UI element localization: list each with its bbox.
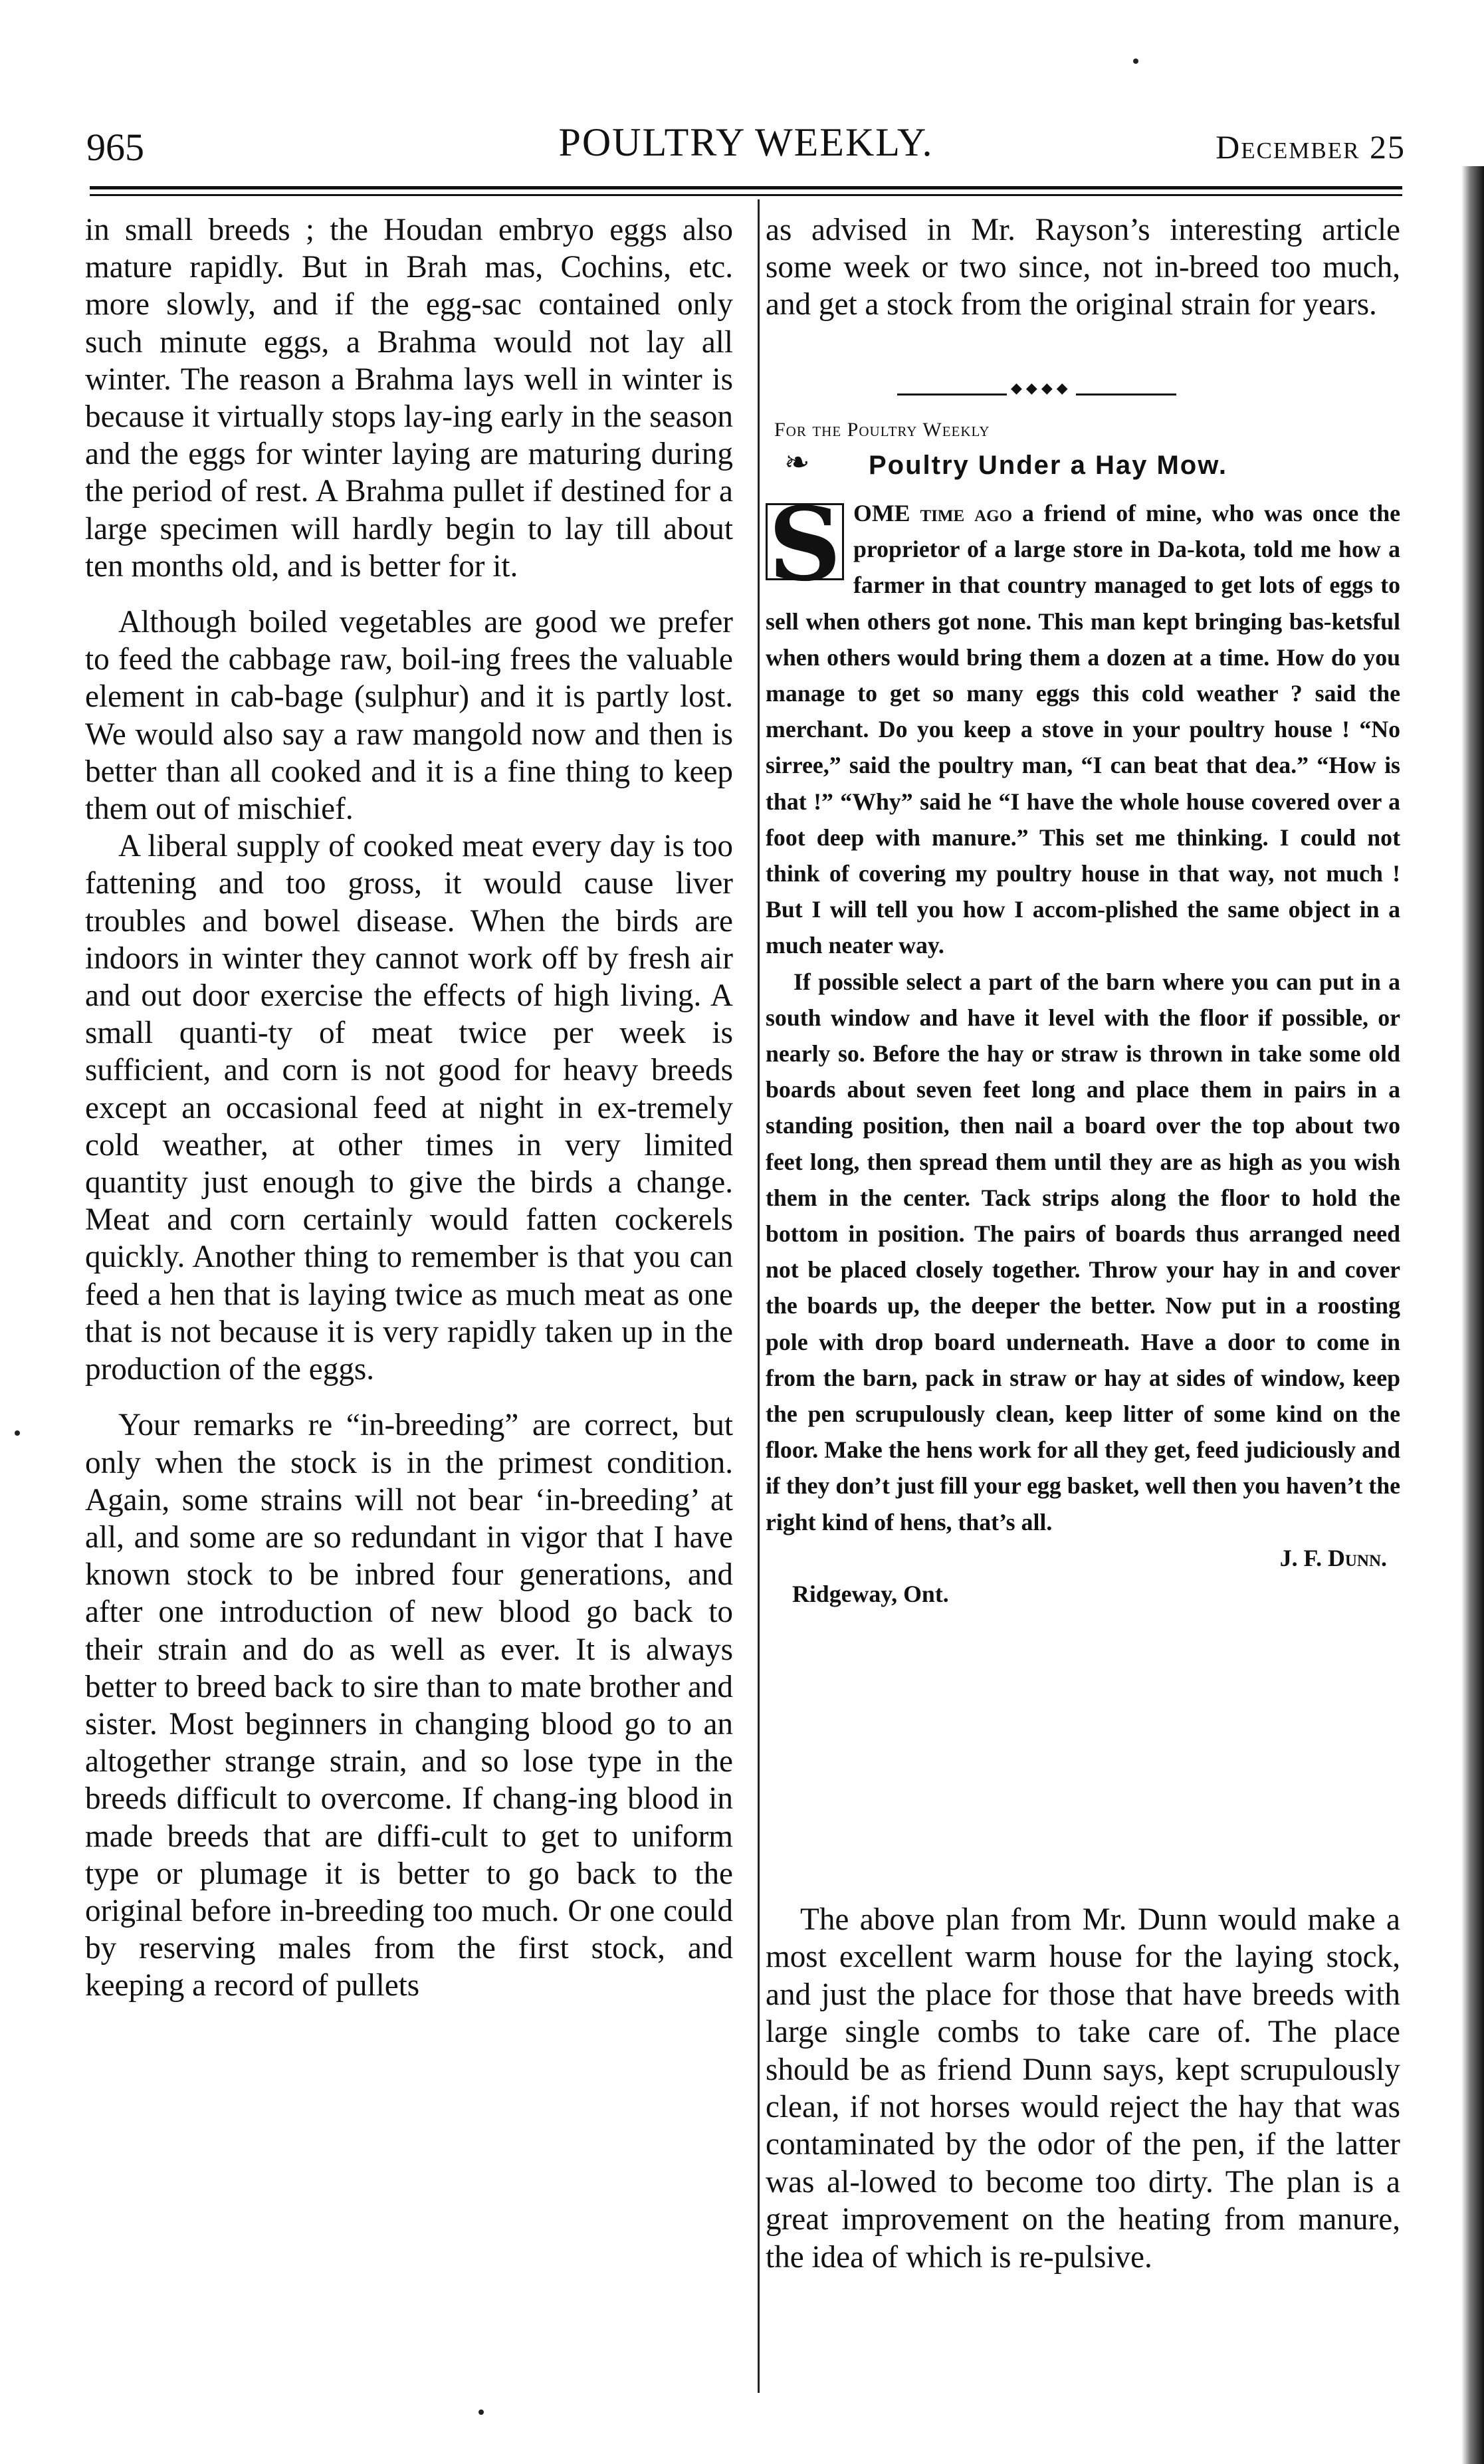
letter-paragraph-2: If possible select a part of the barn where you can put in a south window and have it level with the floor if possible, or nearly so. Before the hay or straw is thrown in take some old boards about seven feet long and place them in pairs in a standing position, then nail a board over the top about two feet long, then spread them until they are as high as you wish them in the center. Tack strips along the floor to hold the bottom in position. The pairs of boards thus arranged need not be placed closely together. Throw your hay in and cover the boards up, the deeper the better. Now put in a roosting pole with drop board underneath. Have a door to come in from the barn, pack in straw or hay at sides of window, keep the pen scrupulously clean, keep litter of some kind on the floor. Make the hens work for all they get, feed judiciously and if they don’t just fill your egg basket, well then you haven’t the right kind of hens, that’s all. — [766, 968, 1400, 1535]
signature-place: Ridgeway, Ont. — [792, 1581, 949, 1608]
continuation-text — [766, 211, 1400, 324]
article-title: Poultry Under a Hay Mow. — [869, 451, 1227, 480]
page-number: 965 — [86, 126, 144, 169]
editor-note — [766, 1901, 1400, 2276]
left-paragraph-2: Although boiled vegetables are good we prefer to feed the cabbage raw, boil-ing frees the valuable element in cab-bage (sulphur) and it is partly lost. We would also say a raw mangold now and then is better than all cooked and it is a fine thing to keep them out of mischief. — [85, 605, 733, 827]
section-ornament — [897, 390, 1176, 399]
left-column — [85, 211, 733, 2005]
continuation-paragraph: as advised in Mr. Rayson’s interesting article some week or two since, not in-breed too much, and get a stock from the original strain for years. — [766, 213, 1400, 322]
left-paragraph-1: in small breeds ; the Houdan embryo eggs also mature rapidly. But in Brah mas, Cochins, etc. more slowly, and if the egg-sac contained only such minute eggs, a Brahma would not lay all winter. The reason a Brahma lays well in winter is because it virtually stops lay-ing early in the season and the eggs for winter laying are maturing during the period of rest. A Brahma pullet if destined for a large specimen will hardly begin to lay till about ten months old, and is better for it. — [85, 213, 733, 584]
issue-date: December 25 — [1216, 128, 1406, 166]
article-byline: For the Poultry Weekly — [774, 419, 990, 441]
first-words: OME time ago — [853, 500, 1013, 526]
page-header — [86, 120, 1406, 173]
letter-paragraph-1 — [766, 485, 1400, 964]
letter-paragraph-1-text: a friend of mine, who was once the proprietor of a large store in Da-kota, told me how a farmer in that country managed to get lots of eggs to sell when others got none. This man kept bringing bas-ketsful when others would bring them a dozen at a time. How do you manage to get so many eggs this cold weather ? said the merchant. Do you keep a stove in your poultry house ! “No sirree,” said the poultry man, “I can beat that dea.” “How is that !” “Why” said he “I have the whole house covered over a foot deep with manure.” This set me thinking. I could not think of covering my poultry house in that way, not much ! But I will tell you how I accom-plished the same object in a much neater way. — [766, 500, 1400, 959]
print-speck — [15, 1430, 20, 1436]
column-divider — [758, 199, 760, 2393]
drop-cap: S — [766, 503, 844, 580]
left-paragraph-3: A liberal supply of cooked meat every day is too fattening and too gross, it would cause liver troubles and bowel disease. When the birds are indoors in winter they cannot work off by fresh air and out door exercise the effects of high living. A small quanti-ty of meat twice per week is sufficient, and corn is not good for heavy breeds except an occasional feed at night in ex-tremely cold weather, at other times in very limited quantity just enough to give the birds a change. Meat and corn certainly would fatten cockerels quickly. Another thing to remember is that you can feed a hen that is laying twice as much meat as one that is not because it is very rapidly taken up in the production of the eggs. — [85, 829, 733, 1387]
header-rule — [90, 186, 1402, 189]
pointer-mark: ❧ — [784, 445, 810, 479]
editor-note-paragraph: The above plan from Mr. Dunn would make a most excellent warm house for the laying stock, and just the place for those that have breeds with large single combs to take care of. The place should be as friend Dunn says, kept scrupulously clean, if not horses would reject the hay that was contaminated by the odor of the pen, if the latter was al-lowed to become too dirty. The plan is a great improvement on the heating from manure, the idea of which is re-pulsive. — [766, 1902, 1400, 2275]
print-speck — [478, 2409, 484, 2415]
header-rule-thin — [90, 194, 1402, 196]
publication-title: POULTRY WEEKLY. — [558, 120, 934, 164]
letter-body — [766, 485, 1400, 1612]
signature: J. F. Dunn. — [1279, 1544, 1387, 1571]
print-speck — [1133, 58, 1138, 64]
left-paragraph-4: Your remarks re “in-breeding” are correct, but only when the stock is in the primest condition. Again, some strains will not bear ‘in-breeding’ at all, and some are so redundant in vigor that I have known stock to be inbred four generations, and after one introduction of new blood go back to their strain and do as well as ever. It is always better to breed back to sire than to mate brother and sister. Most beginners in changing blood go to an altogether strange strain, and so lose type in the breeds difficult to overcome. If chang-ing blood in made breeds that are diffi-cult to get to uniform type or plumage it is better to go back to the original before in-breeding too much. Or one could by reserving males from the first stock, and keeping a record of pullets — [85, 1408, 733, 2003]
page-edge-shadow — [1461, 166, 1484, 2464]
